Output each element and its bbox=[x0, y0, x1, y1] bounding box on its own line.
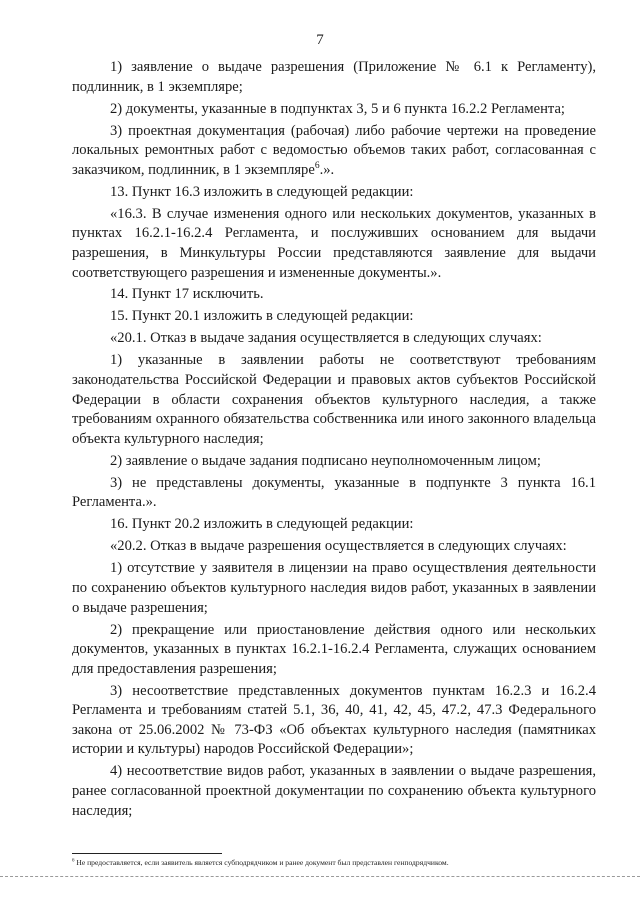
document-body bbox=[72, 58, 596, 824]
paragraph-point-16: 16. Пункт 20.2 изложить в следующей редакции: bbox=[110, 516, 414, 533]
footnote bbox=[72, 858, 612, 868]
paragraph-point-14: 14. Пункт 17 исключить. bbox=[110, 286, 264, 303]
paragraph-item-2: 2) документы, указанные в подпунктах 3, 5 и 6 пункта 16.2.2 Регламента; bbox=[110, 100, 565, 117]
paragraph-20-2-item-3: 3) несоответствие представленных документов пунктам 16.2.3 и 16.2.4 Регламента и требованиям статей 5.1, 36, 40, 41, 42, 45, 47.2, 47.3 Федерального закона от 25.06.2002 № 73-ФЗ «Об объектах культурного наследия (памятниках истории и культуры) народов Российской Федерации»; bbox=[72, 682, 596, 758]
footnote-divider bbox=[72, 853, 222, 854]
paragraph-point-15: 15. Пункт 20.1 изложить в следующей редакции: bbox=[110, 308, 414, 325]
paragraph-20-2-item-4: 4) несоответствие видов работ, указанных в заявлении о выдаче разрешения, ранее согласованной проектной документации по сохранению объекта культурного наследия; bbox=[72, 763, 596, 819]
paragraph-20-1-intro: «20.1. Отказ в выдаче задания осуществляется в следующих случаях: bbox=[110, 330, 542, 347]
footnote-mark: 6 bbox=[72, 858, 75, 864]
paragraph-20-1-item-1: 1) указанные в заявлении работы не соответствуют требованиям законодательства Российской Федерации и правовых актов субъектов Российской Федерации в области сохранения объектов культурного наследия, а также требованиям охранного обязательства собственника или иного законного владельца объекта культурного наследия; bbox=[72, 352, 596, 447]
paragraph-20-2-item-2: 2) прекращение или приостановление действия одного или нескольких документов, указанных в пунктах 16.2.1-16.2.4 Регламента, служащих основанием для предоставления разрешения; bbox=[72, 621, 596, 677]
paragraph-item-1: 1) заявление о выдаче разрешения (Приложение № 6.1 к Регламенту), подлинник, в 1 экземпляре; bbox=[72, 59, 596, 95]
paragraph-20-2-item-1: 1) отсутствие у заявителя в лицензии на право осуществления деятельности по сохранению объектов культурного наследия видов работ, указанных в заявлении о выдаче разрешения; bbox=[72, 560, 596, 616]
paragraph-item-3-tail: .». bbox=[319, 161, 335, 178]
paragraph-item-3-text: 3) проектная документация (рабочая) либо рабочие чертежи на проведение локальных ремонтных работ с ведомостью объемов таких работ, согласованная с заказчиком, подлинник, в 1 экземпляре bbox=[72, 122, 596, 178]
paragraph-point-13: 13. Пункт 16.3 изложить в следующей редакции: bbox=[110, 183, 414, 200]
footnote-text: Не предоставляется, если заявитель является субподрядчиком и ранее документ был представлен генподрядчиком. bbox=[74, 858, 449, 867]
footnote-reference: 6 bbox=[314, 160, 320, 171]
paragraph-20-2-intro: «20.2. Отказ в выдаче разрешения осуществляется в следующих случаях: bbox=[110, 538, 567, 555]
paragraph-item-3 bbox=[72, 122, 596, 181]
paragraph-16-3-text: «16.3. В случае изменения одного или нескольких документов, указанных в пунктах 16.2.1-16.2.4 Регламента, и послуживших основанием для выдачи разрешения, в Минкультуры России представляются заявление для выдачи соответствующего разрешения и измененные документы.». bbox=[72, 205, 596, 281]
scan-edge-line bbox=[0, 876, 640, 877]
page-number: 7 bbox=[316, 32, 324, 48]
paragraph-20-1-item-2: 2) заявление о выдаче задания подписано неуполномоченным лицом; bbox=[110, 452, 541, 469]
paragraph-20-1-item-3: 3) не представлены документы, указанные в подпункте 3 пункта 16.1 Регламента.». bbox=[72, 474, 596, 511]
